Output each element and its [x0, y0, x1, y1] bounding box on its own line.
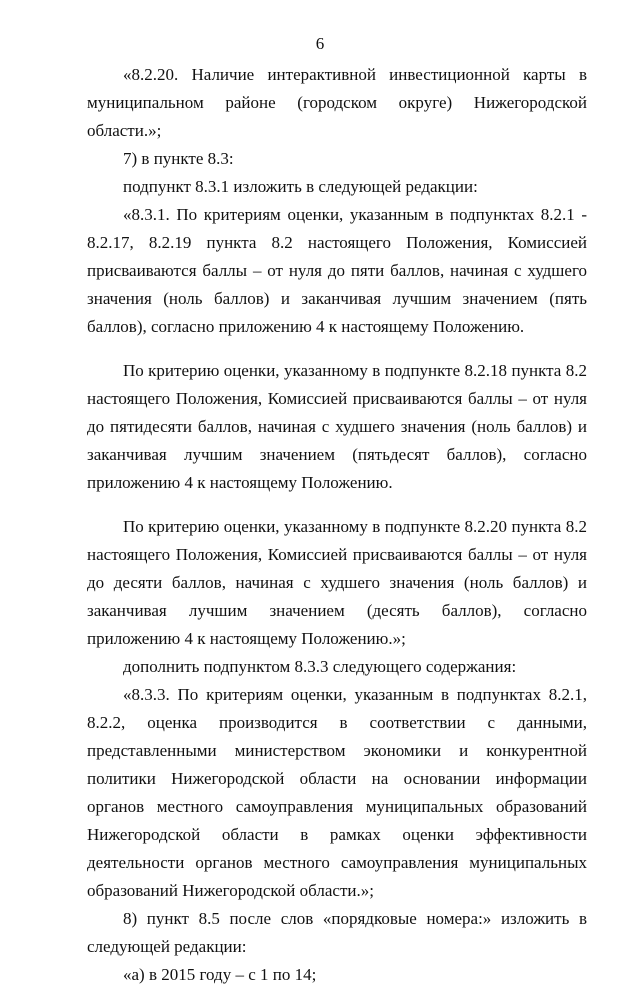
paragraph-item-a: «а) в 2015 году – с 1 по 14;: [123, 965, 317, 984]
paragraph-item-7: 7) в пункте 8.3:: [123, 149, 234, 168]
paragraph-add-8-3-3-intro: дополнить подпунктом 8.3.3 следующего содержания:: [123, 657, 517, 676]
paragraph-8-2-20: «8.2.20. Наличие интерактивной инвестиционной карты в муниципальном районе (городском округе) Нижегородской области.»;: [87, 65, 587, 140]
document-body: [87, 61, 587, 989]
paragraph-criterion-8-2-20: По критерию оценки, указанному в подпункте 8.2.20 пункта 8.2 настоящего Положения, Комиссией присваиваются баллы – от нуля до десяти баллов, начиная с худшего значения (ноль баллов) и заканчивая лучшим значением (десять баллов), согласно приложению 4 к настоящему Положению.»;: [87, 517, 587, 648]
paragraph-item-8: 8) пункт 8.5 после слов «порядковые номера:» изложить в следующей редакции:: [87, 909, 587, 956]
paragraph-criterion-8-2-18: По критерию оценки, указанному в подпункте 8.2.18 пункта 8.2 настоящего Положения, Комиссией присваиваются баллы – от нуля до пятидесяти баллов, начиная с худшего значения (ноль баллов) и заканчивая лучшим значением (пятьдесят баллов), согласно приложению 4 к настоящему Положению.: [87, 361, 587, 492]
paragraph-8-3-1: «8.3.1. По критериям оценки, указанным в подпунктах 8.2.1 - 8.2.17, 8.2.19 пункта 8.2 настоящего Положения, Комиссией присваиваются баллы – от нуля до пяти баллов, начиная с худшего значения (ноль баллов) и заканчивая лучшим значением (пять баллов), согласно приложению 4 к настоящему Положению.: [87, 205, 587, 336]
page-number: 6: [315, 34, 325, 53]
paragraph-subpoint-8-3-1-intro: подпункт 8.3.1 изложить в следующей редакции:: [123, 177, 478, 196]
paragraph-8-3-3: «8.3.3. По критериям оценки, указанным в подпунктах 8.2.1, 8.2.2, оценка производится в соответствии с данными, представленными министерством экономики и конкурентной политики Нижегородской области на основании информации органов местного самоуправления муниципальных образований Нижегородской области в рамках оценки эффективности деятельности органов местного самоуправления муниципальных образований Нижегородской области.»;: [87, 685, 587, 900]
